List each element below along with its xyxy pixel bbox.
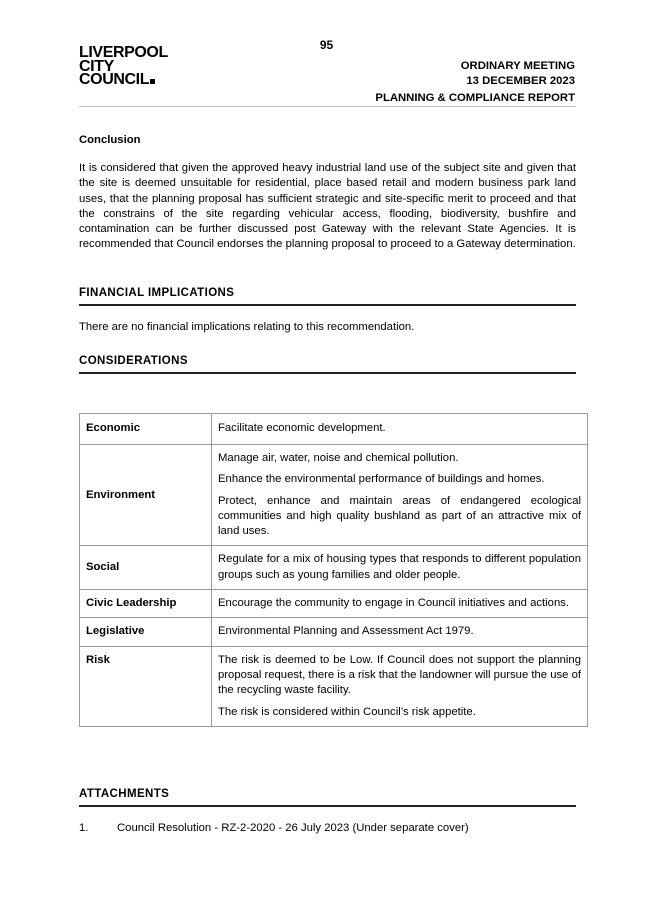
considerations-table bbox=[79, 413, 588, 727]
row-description bbox=[212, 618, 588, 646]
logo-line-3-text: COUNCIL bbox=[79, 71, 150, 88]
row-label: Legislative bbox=[80, 618, 212, 646]
meeting-header bbox=[375, 59, 575, 106]
conclusion-text: It is considered that given the approved heavy industrial land use of the subject site and given that the site is deemed unsuitable for residential, place based retail and modern business park land uses, that the planning proposal has sufficient strategic and site-specific merit to proceed and that the constrains of the site regarding vehicular access, flooding, biodiversity, bushfire and contamination can be further discussed post Gateway with the relevant State Agencies. It is recommended that Council endorses the planning proposal to proceed to a Gateway determination. bbox=[79, 162, 576, 251]
row-paragraph: Facilitate economic development. bbox=[218, 422, 386, 435]
table-row bbox=[80, 646, 588, 726]
table-row bbox=[80, 414, 588, 445]
row-paragraph: Enhance the environmental performance of buildings and homes. bbox=[218, 473, 545, 486]
logo-line-2: CITY bbox=[79, 57, 114, 75]
row-label: Civic Leadership bbox=[80, 590, 212, 618]
row-paragraph: Environmental Planning and Assessment Act 1979. bbox=[218, 625, 474, 638]
meeting-type: ORDINARY MEETING bbox=[460, 60, 575, 72]
logo-line-3 bbox=[79, 73, 179, 87]
row-description bbox=[212, 546, 588, 590]
row-paragraph: Manage air, water, noise and chemical pollution. bbox=[218, 452, 459, 464]
considerations-heading: CONSIDERATIONS bbox=[79, 354, 576, 374]
page-number: 95 bbox=[319, 38, 334, 52]
row-paragraph: Encourage the community to engage in Council initiatives and actions. bbox=[218, 597, 570, 610]
attachment-link[interactable]: Council Resolution - RZ-2-2020 - 26 July 2023 (Under separate cover) bbox=[117, 822, 469, 834]
attachments-heading: ATTACHMENTS bbox=[79, 787, 576, 807]
row-label: Risk bbox=[80, 646, 212, 726]
table-row bbox=[80, 590, 588, 618]
row-paragraph: The risk is considered within Council’s risk appetite. bbox=[218, 705, 476, 718]
report-title: PLANNING & COMPLIANCE REPORT bbox=[375, 92, 575, 104]
council-logo bbox=[79, 46, 179, 87]
row-paragraph: The risk is deemed to be Low. If Council does not support the planning proposal request, there is a risk that the landowner will pursue the use of the recycling waste facility. bbox=[218, 653, 581, 697]
row-label: Social bbox=[80, 546, 212, 590]
conclusion-title: Conclusion bbox=[79, 134, 141, 146]
table-row bbox=[80, 445, 588, 546]
logo-dot-icon bbox=[150, 79, 155, 84]
row-label: Environment bbox=[80, 445, 212, 546]
row-description bbox=[212, 445, 588, 546]
attachment-number: 1. bbox=[79, 822, 89, 834]
table-row bbox=[80, 618, 588, 646]
row-description bbox=[212, 646, 588, 726]
financial-implications-text: There are no financial implications relating to this recommendation. bbox=[79, 320, 415, 333]
row-description bbox=[212, 590, 588, 618]
attachments-section bbox=[79, 787, 576, 835]
financial-implications-heading: FINANCIAL IMPLICATIONS bbox=[79, 286, 576, 306]
row-description bbox=[212, 414, 588, 445]
header-divider bbox=[79, 106, 576, 107]
table-row bbox=[80, 546, 588, 590]
row-paragraph: Regulate for a mix of housing types that responds to different population groups such as young families and older people. bbox=[218, 553, 581, 581]
row-label: Economic bbox=[80, 414, 212, 445]
meeting-date: 13 DECEMBER 2023 bbox=[466, 74, 575, 87]
main-content bbox=[79, 133, 576, 374]
logo-line-1: LIVERPOOL bbox=[79, 44, 168, 61]
row-paragraph: Protect, enhance and maintain areas of endangered ecological communities and high quality bushland as part of an attractive mix of land uses. bbox=[218, 494, 581, 538]
attachment-item bbox=[79, 821, 576, 835]
